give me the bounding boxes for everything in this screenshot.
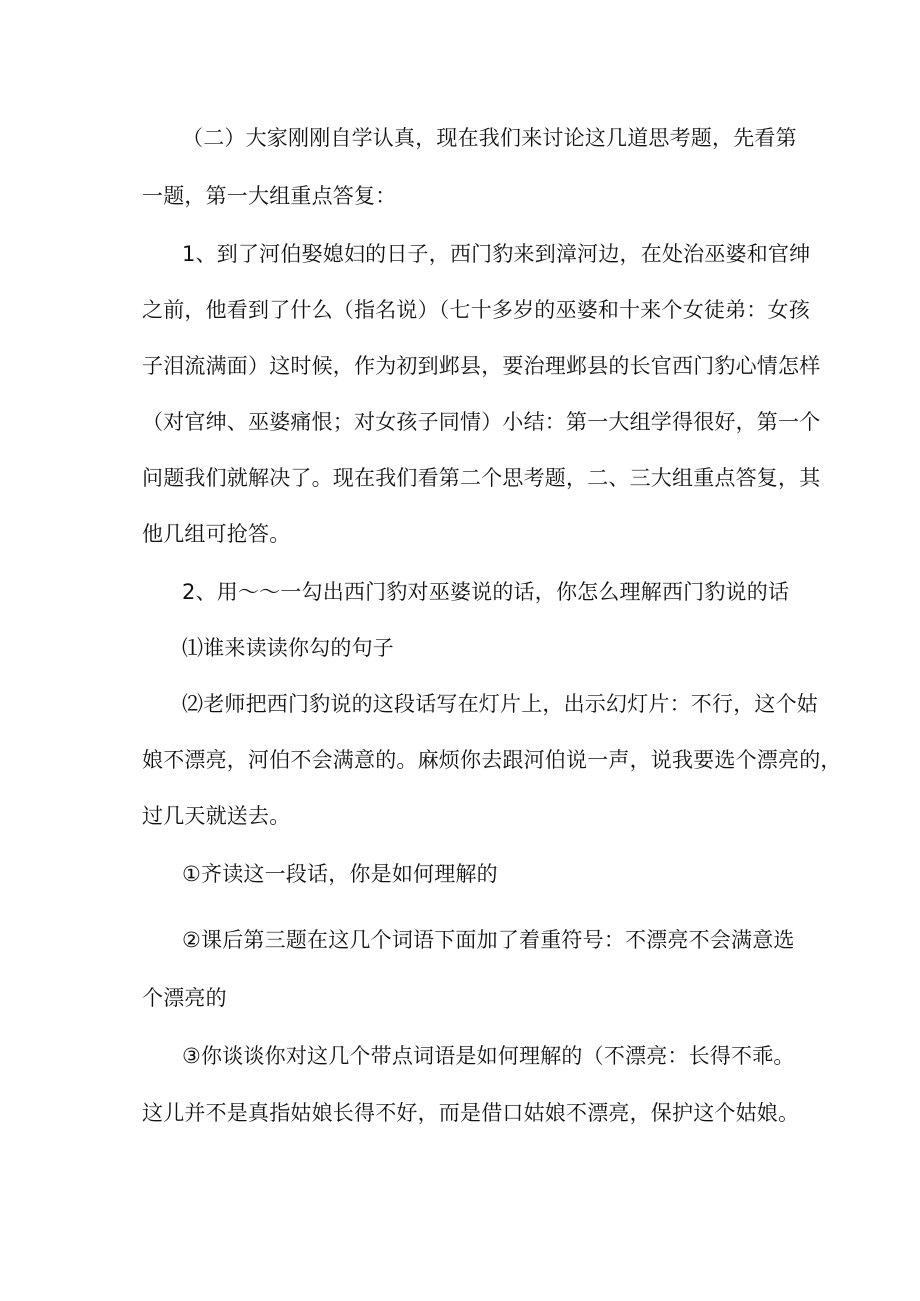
question-1-line-2: 之前，他看到了什么（指名说）（七十多岁的巫婆和十来个女徒弟：女孩 — [142, 298, 810, 322]
question-1-line-5: 问题我们就解决了。现在我们看第二个思考题，二、三大组重点答复，其 — [142, 466, 821, 490]
point-2-line-1: ②课后第三题在这几个词语下面加了着重符号：不漂亮不会满意选 — [182, 928, 795, 952]
paragraph-1-line-1: （二）大家刚刚自学认真，现在我们来讨论这几道思考题，先看第 — [182, 126, 797, 150]
question-1-line-1: 1、到了河伯娶媳妇的日子，西门豹来到漳河边，在处治巫婆和官绅 — [182, 242, 811, 266]
sub-item-1-line: ⑴谁来读读你勾的句子 — [182, 636, 394, 660]
question-1-line-3: 子泪流满面）这时候，作为初到邺县，要治理邺县的长官西门豹心情怎样 — [142, 354, 821, 378]
question-1-line-4: （对官绅、巫婆痛恨；对女孩子同情）小结：第一大组学得很好，第一个 — [142, 410, 821, 434]
sub-item-2-line-3: 过几天就送去。 — [142, 804, 291, 828]
point-3-line-1: ③你谈谈你对这几个带点词语是如何理解的（不漂亮：长得不乖。 — [182, 1044, 795, 1068]
point-1-line: ①齐读这一段话，你是如何理解的 — [182, 862, 498, 886]
question-2-line: 2、用～～一勾出西门豹对巫婆说的话，你怎么理解西门豹说的话 — [182, 580, 790, 604]
point-2-line-2: 个漂亮的 — [142, 986, 227, 1010]
paragraph-1-line-2: 一题，第一大组重点答复： — [142, 184, 397, 208]
question-1-line-6: 他几组可抢答。 — [142, 522, 291, 546]
sub-item-2-line-2: 娘不漂亮，河伯不会满意的。麻烦你去跟河伯说一声，说我要选个漂亮的， — [142, 748, 842, 772]
sub-item-2-line-1: ⑵老师把西门豹说的这段话写在灯片上，出示幻灯片：不行，这个姑 — [182, 692, 818, 716]
point-3-line-2: 这儿并不是真指姑娘长得不好，而是借口姑娘不漂亮，保护这个姑娘。 — [142, 1101, 800, 1125]
